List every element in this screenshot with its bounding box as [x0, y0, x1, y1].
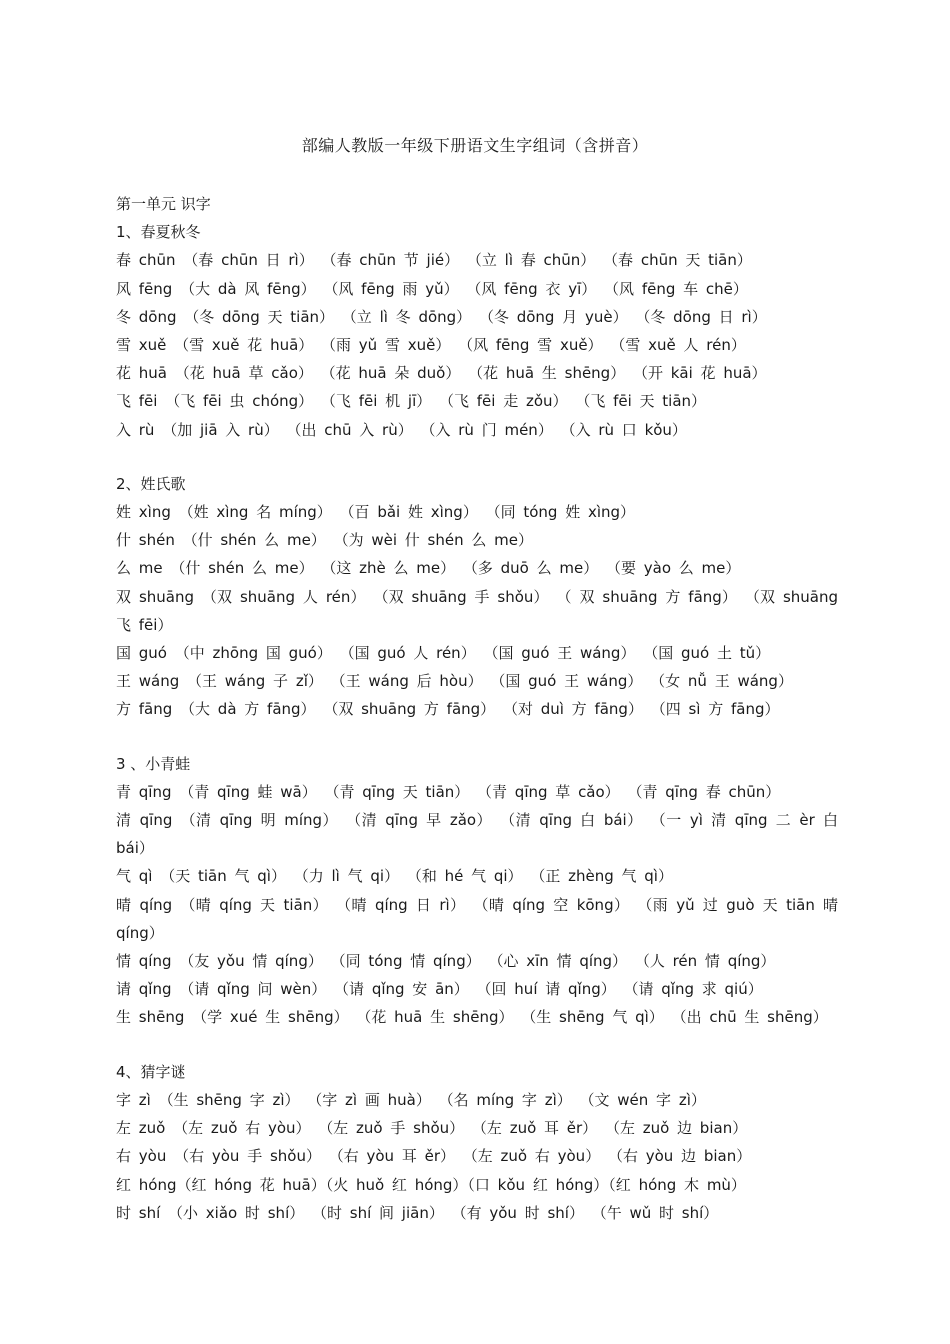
- word-line: 方 fāng （大 dà 方 fāng） （双 shuāng 方 fāng） （对 duì 方 fāng） （四 sì 方 fāng）: [116, 700, 780, 719]
- word-line: 请 qǐng （请 qǐng 问 wèn） （请 qǐng 安 ān） （回 huí 请 qǐng） （请 qǐng 求 qiú）: [116, 980, 763, 999]
- word-line: 生 shēng （学 xué 生 shēng） （花 huā 生 shēng） （生 shēng 气 qì） （出 chū 生 shēng）: [116, 1008, 828, 1027]
- word-line: 右 yòu （右 yòu 手 shǒu） （右 yòu 耳 ěr） （左 zuǒ 右 yòu） （右 yòu 边 bian）: [116, 1147, 752, 1166]
- word-line: 时 shí （小 xiǎo 时 shí） （时 shí 间 jiān） （有 yǒu 时 shí） （午 wǔ 时 shí）: [116, 1203, 719, 1222]
- section-spacer: [116, 724, 838, 750]
- word-line: 春 chūn （春 chūn 日 rì） （春 chūn 节 jié） （立 lì 春 chūn） （春 chūn 天 tiān）: [116, 251, 752, 270]
- section-heading: 3 、小青蛙: [116, 754, 191, 773]
- word-line: 左 zuǒ （左 zuǒ 右 yòu） （左 zuǒ 手 shǒu） （左 zuǒ 耳 ěr） （左 zuǒ 边 bian）: [116, 1119, 748, 1138]
- word-line: 国 guó （中 zhōng 国 guó） （国 guó 人 rén） （国 guó 王 wáng） （国 guó 土 tǔ）: [116, 644, 771, 663]
- section-heading: 1、春夏秋冬: [116, 223, 201, 242]
- word-line: 王 wáng （王 wáng 子 zǐ） （王 wáng 后 hòu） （国 guó 王 wáng） （女 nǚ 王 wáng）: [116, 672, 793, 691]
- section-heading: 2、姓氏歌: [116, 474, 186, 493]
- word-line: 姓 xìng （姓 xìng 名 míng） （百 bǎi 姓 xìng） （同 tóng 姓 xìng）: [116, 503, 636, 522]
- section-4: [116, 1058, 838, 1227]
- document-body: [116, 190, 838, 1227]
- unit-heading: 第一单元 识字: [116, 195, 211, 213]
- section-3: [116, 750, 838, 1032]
- section-spacer: [116, 444, 838, 470]
- word-line: 红 hóng（红 hóng 花 huā）（火 huǒ 红 hóng）（口 kǒu 红 hóng）（红 hóng 木 mù）: [116, 1175, 746, 1194]
- section-heading: 4、猜字谜: [116, 1062, 186, 1081]
- word-line: 雪 xuě （雪 xuě 花 huā） （雨 yǔ 雪 xuě） （风 fēng 雪 xuě） （雪 xuě 人 rén）: [116, 336, 746, 355]
- word-line: 清 qīng （清 qīng 明 míng） （清 qīng 早 zǎo） （清 qīng 白 bái） （一 yì 清 qīng 二 èr 白 bái）: [116, 811, 838, 858]
- section-2: [116, 470, 838, 724]
- page-title: 部编人教版一年级下册语文生字组词（含拼音）: [301, 136, 649, 155]
- section-1: [116, 218, 838, 444]
- word-line: 青 qīng （青 qīng 蛙 wā） （青 qīng 天 tiān） （青 qīng 草 cǎo） （青 qīng 春 chūn）: [116, 782, 781, 801]
- word-line: 风 fēng （大 dà 风 fēng） （风 fēng 雨 yǔ） （风 fēng 衣 yī） （风 fēng 车 chē）: [116, 279, 748, 298]
- word-line: 双 shuāng （双 shuāng 人 rén） （双 shuāng 手 shǒu） （ 双 shuāng 方 fāng） （双 shuāng 飞 fēi）: [116, 587, 838, 634]
- word-line: 气 qì （天 tiān 气 qì） （力 lì 气 qi） （和 hé 气 qi） （正 zhèng 气 qì）: [116, 867, 673, 886]
- word-line: 什 shén （什 shén 么 me） （为 wèi 什 shén 么 me）: [116, 531, 533, 550]
- word-line: 么 me （什 shén 么 me） （这 zhè 么 me） （多 duō 么 me） （要 yào 么 me）: [116, 559, 741, 578]
- word-line: 情 qíng （友 yǒu 情 qíng） （同 tóng 情 qíng） （心 xīn 情 qíng） （人 rén 情 qíng）: [116, 952, 776, 971]
- section-spacer: [116, 1032, 838, 1058]
- word-line: 字 zì （生 shēng 字 zì） （字 zì 画 huà） （名 míng 字 zì） （文 wén 字 zì）: [116, 1090, 706, 1109]
- word-line: 晴 qíng （晴 qíng 天 tiān） （晴 qíng 日 rì） （晴 qíng 空 kōng） （雨 yǔ 过 guò 天 tiān 晴 qíng）: [116, 895, 838, 942]
- word-line: 花 huā （花 huā 草 cǎo） （花 huā 朵 duǒ） （花 huā 生 shēng） （开 kāi 花 huā）: [116, 364, 767, 383]
- word-line: 冬 dōng （冬 dōng 天 tiān） （立 lì 冬 dōng） （冬 dōng 月 yuè） （冬 dōng 日 rì）: [116, 307, 767, 326]
- word-line: 飞 fēi （飞 fēi 虫 chóng） （飞 fēi 机 jī） （飞 fēi 走 zǒu） （飞 fēi 天 tiān）: [116, 392, 707, 411]
- word-line: 入 rù （加 jiā 入 rù） （出 chū 入 rù） （入 rù 门 mén） （入 rù 口 kǒu）: [116, 420, 687, 439]
